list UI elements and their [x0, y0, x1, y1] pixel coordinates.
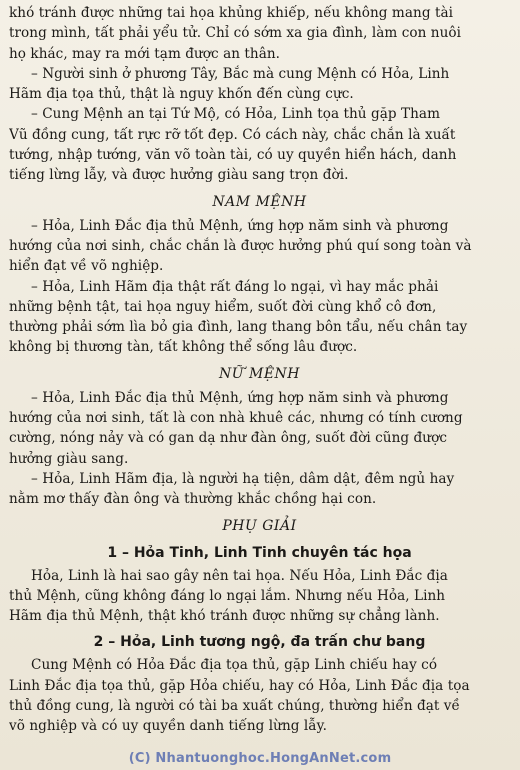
- text-line: – Hỏa, Linh Hãm địa thật rất đáng lo ngại, vì hay mắc phải: [31, 278, 439, 295]
- text-line: – Người sinh ở phương Tây, Bắc mà cung Mệnh có Hỏa, Linh: [31, 65, 450, 82]
- text-line: không bị thương tàn, tất không thể sống lâu được.: [9, 339, 358, 356]
- text-line: – Hỏa, Linh Hãm địa, là người hạ tiện, dâm dật, đêm ngủ hay: [31, 470, 455, 487]
- phu-giai-2-text: [9, 655, 510, 736]
- text-line: họ khác, may ra mới tạm được an thân.: [9, 45, 281, 62]
- text-line: những bệnh tật, tai họa nguy hiểm, suốt đời cùng khổ cô đơn,: [9, 298, 437, 315]
- text-line: – Hỏa, Linh Đắc địa thủ Mệnh, ứng hợp năm sinh và phương: [31, 217, 449, 234]
- text-line: Hãm địa tọa thủ, thật là nguy khốn đến cùng cực.: [9, 86, 354, 103]
- section-heading-phu-giai: PHỤ GIẢI: [222, 517, 297, 534]
- text-line: khó tránh được những tai họa khủng khiếp, nếu không mang tài: [9, 5, 454, 21]
- text-line: tướng, nhập tướng, văn võ toàn tài, có uy quyền hiển hách, danh: [9, 147, 457, 164]
- text-line: hướng của nơi sinh, tất là con nhà khuê các, nhưng có tính cương: [9, 410, 463, 427]
- text-line: hướng của nơi sinh, chắc chắn là được hưởng phú quí song toàn và: [9, 237, 472, 254]
- copyright-watermark: (C) Nhantuonghoc.HongAnNet.com: [128, 751, 392, 766]
- nu-menh-text: [9, 388, 510, 510]
- text-line: cường, nóng nảy và có gan dạ như đàn ông, suốt đời cũng được: [9, 430, 447, 447]
- text-line: trong mình, tất phải yểu tử. Chỉ có sớm xa gia đình, làm con nuôi: [9, 25, 462, 42]
- text-line: – Cung Mệnh an tại Tứ Mộ, có Hỏa, Linh tọa thủ gặp Tham: [31, 106, 441, 123]
- text-line: – Hỏa, Linh Đắc địa thủ Mệnh, ứng hợp năm sinh và phương: [31, 389, 449, 406]
- text-line: Vũ đồng cung, tất rực rỡ tốt đẹp. Có cách này, chắc chắn là xuất: [9, 126, 456, 143]
- section-heading-nu-menh: NỮ MỆNH: [218, 365, 300, 382]
- text-line: thủ đồng cung, là người có tài ba xuất chúng, thường hiển đạt về: [9, 698, 460, 715]
- text-line: Cung Mệnh có Hỏa Đắc địa tọa thủ, gặp Linh chiếu hay có: [31, 657, 438, 674]
- subsection-title: 1 – Hỏa Tinh, Linh Tinh chuyên tác họa: [107, 544, 412, 561]
- text-line: thủ Mệnh, cũng không đáng lo ngại lắm. Nhưng nếu Hỏa, Linh: [9, 587, 446, 604]
- subsection-title: 2 – Hỏa, Linh tương ngộ, đa trấn chư bang: [93, 634, 426, 651]
- text-line: hưởng giàu sang.: [9, 450, 129, 467]
- section-heading-nam-menh: NAM MỆNH: [212, 193, 307, 210]
- text-line: Hỏa, Linh là hai sao gây nên tai họa. Nếu Hỏa, Linh Đắc địa: [31, 567, 448, 584]
- intro-text: [9, 3, 510, 186]
- nam-menh-text: [9, 216, 510, 358]
- text-line: tiếng lừng lẫy, và được hưởng giàu sang trọn đời.: [9, 167, 349, 184]
- text-line: Hãm địa thủ Mệnh, thật khó tránh được những sự chẳng lành.: [9, 608, 440, 625]
- text-line: thường phải sớm lìa bỏ gia đình, lang thang bôn tẩu, nếu chân tay: [9, 319, 468, 336]
- text-line: hiển đạt về võ nghiệp.: [9, 258, 164, 275]
- text-line: võ nghiệp và có uy quyền danh tiếng lừng lẫy.: [9, 718, 327, 735]
- text-line: Linh Đắc địa tọa thủ, gặp Hỏa chiếu, hay có Hỏa, Linh Đắc địa tọa: [9, 677, 470, 694]
- text-line: nằm mơ thấy đàn ông và thường khắc chồng hại con.: [9, 491, 377, 508]
- phu-giai-1-text: [9, 566, 510, 627]
